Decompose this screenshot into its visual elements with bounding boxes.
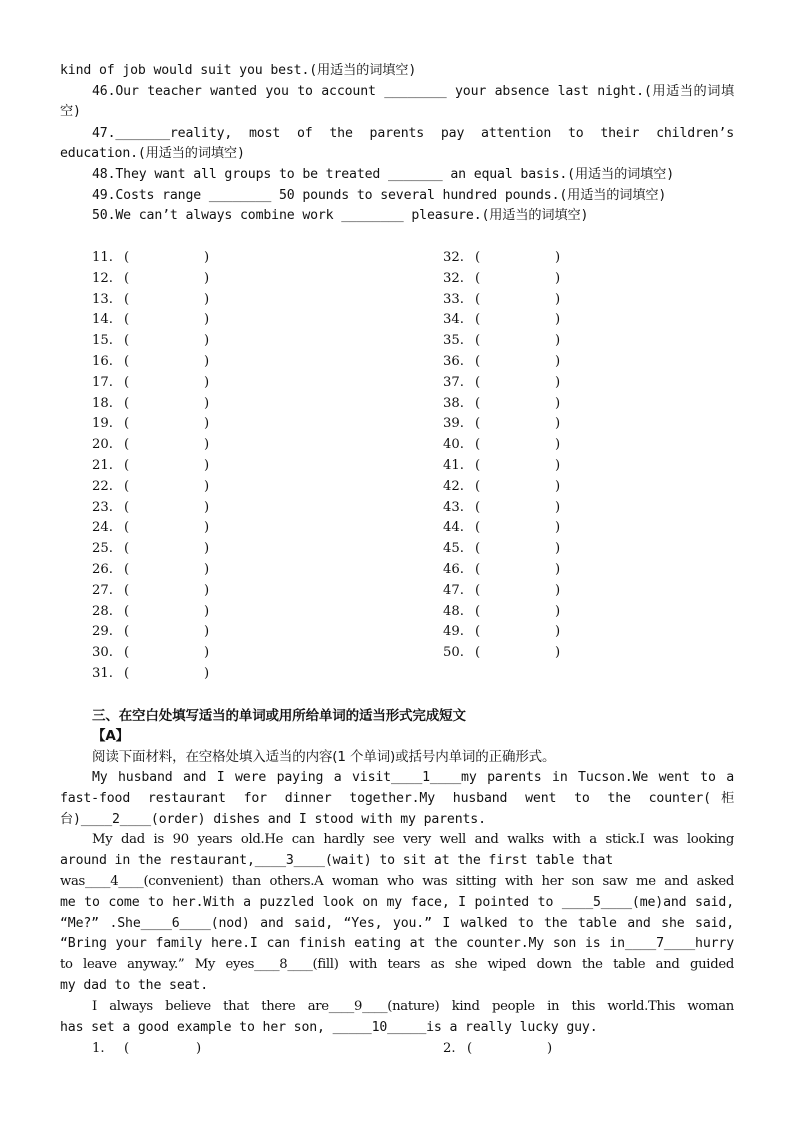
answer-close-paren: ) xyxy=(555,291,561,307)
answer-open-paren: ( xyxy=(124,250,130,265)
answer-number: 50. xyxy=(443,645,464,661)
answer-number: 49. xyxy=(443,624,464,640)
passage-line-2: fast-food restaurant for dinner together.My husband went to the counter(柜 xyxy=(60,791,734,806)
answer-number: 29. xyxy=(92,624,113,640)
answer-open-paren: ( xyxy=(475,270,481,286)
answer-row xyxy=(92,664,222,684)
answer-close-paren: ) xyxy=(204,541,210,557)
answer-open-paren: ( xyxy=(124,541,130,557)
passage-answer-slot xyxy=(92,1039,222,1059)
passage-line-8: “Me?” .She____6____(nod) and said, “Yes, you.” I walked to the table and she said, xyxy=(60,916,734,931)
answer-number: 16. xyxy=(92,354,113,369)
answer-close-paren: ) xyxy=(204,270,210,286)
answer-row xyxy=(443,435,573,455)
answer-open-paren: ( xyxy=(124,478,130,494)
passage-line-12: I always believe that there are____9____(nature) kind people in this world.This woman xyxy=(92,999,734,1014)
answer-row xyxy=(443,622,573,642)
answer-close-paren: ) xyxy=(204,395,210,411)
answer-row xyxy=(92,394,222,414)
answer-number: 17. xyxy=(92,374,113,390)
question-47-cont: education.(用适当的词填空) xyxy=(60,146,245,161)
answer-row xyxy=(443,581,573,601)
answer-close-paren: ) xyxy=(204,520,210,536)
answer-row xyxy=(443,269,573,289)
answer-row xyxy=(443,331,573,351)
answer-row xyxy=(92,643,222,663)
answer-open-paren: ( xyxy=(124,603,130,619)
answer-number: 11. xyxy=(92,250,113,265)
section-part-label: 【A】 xyxy=(92,728,129,744)
passage-line-5: around in the restaurant,____3____(wait) to sit at the first table that xyxy=(60,853,614,868)
answer-open-paren: ( xyxy=(124,562,130,577)
answer-number: 24. xyxy=(92,520,113,536)
section-instruction: 阅读下面材料，在空格处填入适当的内容(1 个单词)或括号内单词的正确形式。 xyxy=(92,749,556,765)
passage-line-7: me to come to her.With a puzzled look on my face, I pointed to ____5____(me)and said, xyxy=(60,895,734,910)
answer-row xyxy=(443,539,573,559)
answer-close-paren: ) xyxy=(204,666,210,681)
answer-close-paren: ) xyxy=(204,354,210,369)
answer-row xyxy=(443,518,573,538)
answer-row xyxy=(443,414,573,434)
answer-open-paren: ( xyxy=(124,395,130,411)
answer-close-paren: ) xyxy=(204,645,210,661)
answer-close-paren: ) xyxy=(204,437,210,453)
answer-open-paren: ( xyxy=(475,354,481,369)
answer-row xyxy=(92,290,222,310)
question-45-tail: kind of job would suit you best.(用适当的词填空) xyxy=(60,63,417,78)
answer-close-paren: ) xyxy=(204,374,210,390)
answer-row xyxy=(443,248,573,268)
answer-open-paren: ( xyxy=(124,374,130,390)
answer-number: 12. xyxy=(92,270,113,286)
answer-open-paren: ( xyxy=(475,250,481,265)
answer-close-paren: ) xyxy=(204,291,210,307)
question-46-cont: 空) xyxy=(60,104,81,119)
answer-open-paren: ( xyxy=(124,270,130,286)
answer-number: 41. xyxy=(443,458,464,473)
answer-open-paren: ( xyxy=(124,520,130,536)
answer-row xyxy=(92,456,222,476)
answer-close-paren: ) xyxy=(555,520,561,536)
answer-row xyxy=(443,373,573,393)
answer-row xyxy=(92,622,222,642)
answer-row xyxy=(443,290,573,310)
answer-open-paren: ( xyxy=(124,291,130,307)
answer-open-paren: ( xyxy=(475,562,481,577)
answer-open-paren: ( xyxy=(475,291,481,307)
answer-number: 27. xyxy=(92,582,113,598)
answer-close-paren: ) xyxy=(555,624,561,640)
answer-number: 14. xyxy=(92,312,113,328)
answer-close-paren: ) xyxy=(204,603,210,619)
answer-open-paren: ( xyxy=(475,374,481,390)
answer-open-paren: ( xyxy=(124,416,130,432)
answer-open-paren: ( xyxy=(475,437,481,453)
answer-close-paren: ) xyxy=(555,416,561,432)
answer-close-paren: ) xyxy=(555,478,561,494)
answer-close-paren: ) xyxy=(555,582,561,598)
answer-number: 23. xyxy=(92,499,113,515)
answer-row xyxy=(443,477,573,497)
answer-close-paren: ) xyxy=(204,416,210,432)
passage-line-3: 台)____2____(order) dishes and I stood with my parents. xyxy=(60,812,486,827)
answer-close-paren: ) xyxy=(555,562,561,577)
passage-line-11: my dad to the seat. xyxy=(60,978,209,993)
passage-line-13: has set a good example to her son, _____10_____is a really lucky guy. xyxy=(60,1020,598,1035)
answer-close-paren: ) xyxy=(555,374,561,390)
answer-number: 2. xyxy=(443,1041,456,1056)
answer-row xyxy=(92,414,222,434)
answer-close-paren: ) xyxy=(204,624,210,640)
section-heading: 三、在空白处填写适当的单词或用所给单词的适当形式完成短文 xyxy=(92,708,466,724)
answer-close-paren: ) xyxy=(204,312,210,328)
answer-close-paren: ) xyxy=(555,270,561,286)
answer-close-paren: ) xyxy=(204,458,210,473)
answer-number: 13. xyxy=(92,291,113,307)
answer-number: 44. xyxy=(443,520,464,536)
answer-open-paren: ( xyxy=(475,582,481,598)
answer-open-paren: ( xyxy=(124,354,130,369)
answer-number: 21. xyxy=(92,458,113,473)
answer-close-paren: ) xyxy=(555,645,561,661)
answer-row xyxy=(443,310,573,330)
answer-row xyxy=(443,602,573,622)
answer-number: 25. xyxy=(92,541,113,557)
answer-open-paren: ( xyxy=(475,520,481,536)
passage-line-9: “Bring your family here.I can finish eating at the counter.My son is in____7____hurry xyxy=(60,936,734,951)
answer-close-paren: ) xyxy=(555,541,561,557)
answer-open-paren: ( xyxy=(475,645,481,661)
question-48: 48.They want all groups to be treated _______ an equal basis.(用适当的词填空) xyxy=(92,167,675,182)
answer-number: 15. xyxy=(92,333,113,349)
answer-close-paren: ) xyxy=(555,499,561,515)
passage-line-6: was____4____(convenient) than others.A woman who was sitting with her son saw me and asked xyxy=(60,874,734,889)
answer-close-paren: ) xyxy=(204,562,210,577)
answer-row xyxy=(92,352,222,372)
answer-number: 19. xyxy=(92,416,113,432)
answer-number: 33. xyxy=(443,291,464,307)
answer-number: 30. xyxy=(92,645,113,661)
answer-row xyxy=(92,602,222,622)
passage-line-4: My dad is 90 years old.He can hardly see very well and walks with a stick.I was looking xyxy=(92,832,734,847)
question-47: 47._______reality, most of the parents pay attention to their children’s xyxy=(92,126,734,141)
answer-row xyxy=(92,373,222,393)
answer-open-paren: ( xyxy=(475,478,481,494)
passage-answer-slot xyxy=(443,1039,573,1059)
answer-number: 22. xyxy=(92,478,113,494)
answer-open-paren: ( xyxy=(124,645,130,661)
answer-close-paren: ) xyxy=(555,395,561,411)
passage-line-1: My husband and I were paying a visit____1____my parents in Tucson.We went to a xyxy=(92,770,734,785)
answer-number: 32. xyxy=(443,250,464,265)
answer-close-paren: ) xyxy=(204,478,210,494)
answer-row xyxy=(92,539,222,559)
answer-number: 40. xyxy=(443,437,464,453)
question-46: 46.Our teacher wanted you to account ________ your absence last night.(用适当的词填 xyxy=(92,84,734,99)
answer-row xyxy=(443,560,573,580)
answer-number: 46. xyxy=(443,562,464,577)
answer-open-paren: ( xyxy=(475,499,481,515)
answer-close-paren: ) xyxy=(555,603,561,619)
answer-row xyxy=(92,310,222,330)
answer-number: 37. xyxy=(443,374,464,390)
answer-open-paren: ( xyxy=(124,437,130,453)
answer-number: 43. xyxy=(443,499,464,515)
question-49: 49.Costs range ________ 50 pounds to several hundred pounds.(用适当的词填空) xyxy=(92,188,667,203)
answer-number: 36. xyxy=(443,354,464,369)
answer-number: 42. xyxy=(443,478,464,494)
answer-open-paren: ( xyxy=(475,312,481,328)
answer-open-paren: ( xyxy=(475,603,481,619)
answer-row xyxy=(443,456,573,476)
answer-row xyxy=(92,248,222,268)
question-50: 50.We can’t always combine work ________ pleasure.(用适当的词填空) xyxy=(92,208,589,223)
answer-open-paren: ( xyxy=(124,1041,130,1056)
answer-open-paren: ( xyxy=(475,541,481,557)
answer-close-paren: ) xyxy=(555,458,561,473)
answer-close-paren: ) xyxy=(555,437,561,453)
answer-open-paren: ( xyxy=(124,624,130,640)
answer-close-paren: ) xyxy=(555,312,561,328)
passage-line-10: to leave anyway.” My eyes____8____(fill) with tears as she wiped down the table and guided xyxy=(60,957,734,972)
answer-number: 34. xyxy=(443,312,464,328)
answer-close-paren: ) xyxy=(204,582,210,598)
answer-number: 32. xyxy=(443,270,464,286)
answer-number: 38. xyxy=(443,395,464,411)
answer-number: 20. xyxy=(92,437,113,453)
answer-number: 47. xyxy=(443,582,464,598)
answer-number: 48. xyxy=(443,603,464,619)
answer-number: 26. xyxy=(92,562,113,577)
answer-open-paren: ( xyxy=(124,333,130,349)
answer-row xyxy=(92,477,222,497)
answer-close-paren: ) xyxy=(555,333,561,349)
answer-number: 35. xyxy=(443,333,464,349)
answer-open-paren: ( xyxy=(475,395,481,411)
answer-close-paren: ) xyxy=(555,250,561,265)
answer-row xyxy=(92,518,222,538)
answer-open-paren: ( xyxy=(475,624,481,640)
answer-number: 18. xyxy=(92,395,113,411)
answer-number: 31. xyxy=(92,666,113,681)
answer-open-paren: ( xyxy=(475,333,481,349)
answer-row xyxy=(443,352,573,372)
answer-number: 1. xyxy=(92,1041,105,1056)
answer-close-paren: ) xyxy=(204,250,210,265)
answer-close-paren: ) xyxy=(547,1041,553,1056)
answer-row xyxy=(92,331,222,351)
answer-open-paren: ( xyxy=(124,458,130,473)
answer-close-paren: ) xyxy=(204,499,210,515)
answer-number: 39. xyxy=(443,416,464,432)
answer-row xyxy=(92,435,222,455)
answer-row xyxy=(92,498,222,518)
answer-close-paren: ) xyxy=(555,354,561,369)
answer-open-paren: ( xyxy=(124,582,130,598)
answer-row xyxy=(443,394,573,414)
answer-open-paren: ( xyxy=(124,499,130,515)
answer-row xyxy=(443,643,573,663)
answer-open-paren: ( xyxy=(124,666,130,681)
answer-open-paren: ( xyxy=(475,458,481,473)
answer-row xyxy=(92,581,222,601)
answer-open-paren: ( xyxy=(467,1041,473,1056)
answer-open-paren: ( xyxy=(124,312,130,328)
answer-number: 45. xyxy=(443,541,464,557)
answer-row xyxy=(443,498,573,518)
answer-number: 28. xyxy=(92,603,113,619)
answer-close-paren: ) xyxy=(196,1041,202,1056)
answer-row xyxy=(92,560,222,580)
answer-open-paren: ( xyxy=(475,416,481,432)
answer-close-paren: ) xyxy=(204,333,210,349)
answer-row xyxy=(92,269,222,289)
